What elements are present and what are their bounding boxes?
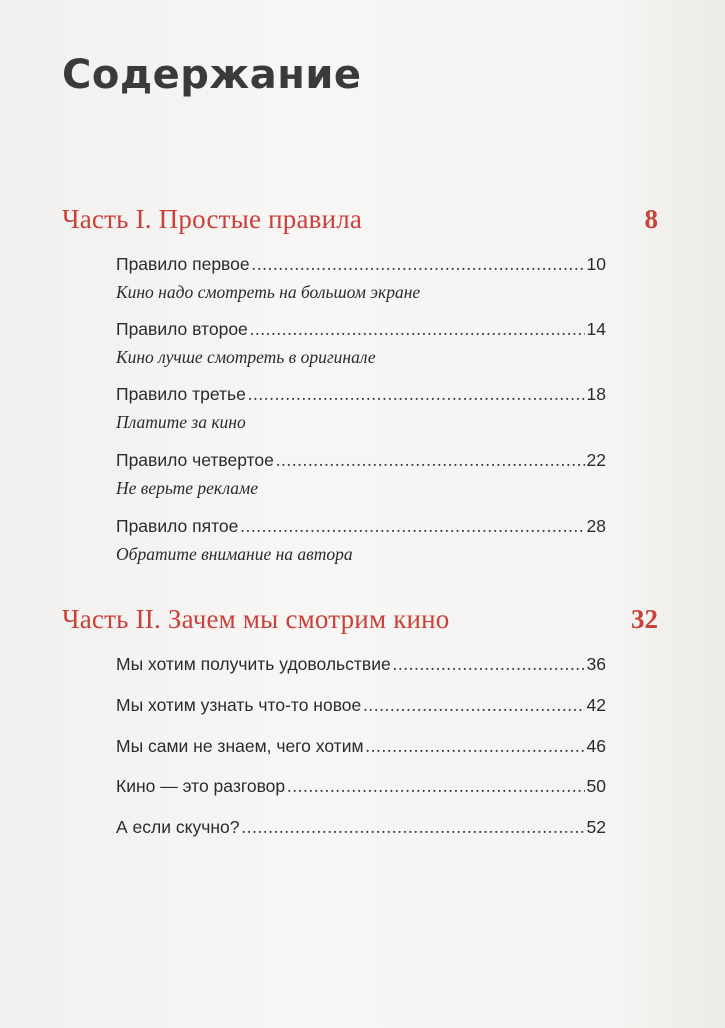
entry-page-number: 36 (586, 654, 606, 674)
entry-label: Правило пятое (116, 516, 239, 536)
toc-entry (116, 695, 606, 719)
entry-label: Мы хотим получить удовольствие (116, 654, 391, 674)
toc-entry (116, 254, 606, 303)
entry-page-number: 50 (586, 776, 606, 796)
part-page-number: 32 (631, 604, 658, 634)
toc-entry (116, 450, 606, 499)
entry-subtitle: Обратите внимание на автора (116, 544, 353, 564)
entry-page-number: 28 (586, 516, 606, 536)
dot-leader (250, 319, 585, 340)
part-heading-1 (62, 204, 658, 244)
entry-page-number: 18 (586, 384, 606, 404)
dot-leader (241, 817, 584, 838)
toc-entry (116, 776, 606, 800)
entry-subtitle: Платите за кино (116, 412, 246, 432)
page-title: Содержание (62, 52, 362, 98)
entry-label: Правило первое (116, 254, 250, 274)
entry-label: Правило третье (116, 384, 246, 404)
part-page-number: 8 (644, 204, 658, 234)
entry-subtitle: Кино лучше смотреть в оригинале (116, 347, 376, 367)
dot-leader (393, 654, 585, 675)
entry-subtitle: Не верьте рекламе (116, 478, 258, 498)
toc-entry (116, 384, 606, 433)
entry-page-number: 22 (586, 450, 606, 470)
toc-entry (116, 736, 606, 760)
entry-subtitle: Кино надо смотреть на большом экране (116, 282, 421, 302)
entry-label: А если скучно? (116, 817, 240, 837)
toc-entry (116, 516, 606, 565)
part-title: Часть II. Зачем мы смотрим кино (62, 604, 450, 634)
entry-label: Правило второе (116, 319, 248, 339)
toc-entry (116, 319, 606, 368)
part-title: Часть I. Простые правила (62, 204, 363, 234)
part-heading-2 (62, 604, 658, 644)
dot-leader (276, 450, 585, 471)
dot-leader (248, 384, 585, 405)
toc-entry (116, 654, 606, 678)
entry-page-number: 46 (586, 736, 606, 756)
dot-leader (252, 254, 585, 275)
dot-leader (240, 516, 584, 537)
entry-page-number: 52 (586, 817, 606, 837)
dot-leader (363, 695, 584, 716)
entry-page-number: 10 (586, 254, 606, 274)
dot-leader (366, 736, 585, 757)
entry-label: Мы сами не знаем, чего хотим (116, 736, 364, 756)
entry-label: Мы хотим узнать что-то новое (116, 695, 362, 715)
toc-entry (116, 817, 606, 841)
entry-label: Кино — это разговор (116, 776, 286, 796)
entry-label: Правило четвертое (116, 450, 274, 470)
dot-leader (287, 776, 584, 797)
entry-page-number: 42 (586, 695, 606, 715)
entry-page-number: 14 (586, 319, 606, 339)
